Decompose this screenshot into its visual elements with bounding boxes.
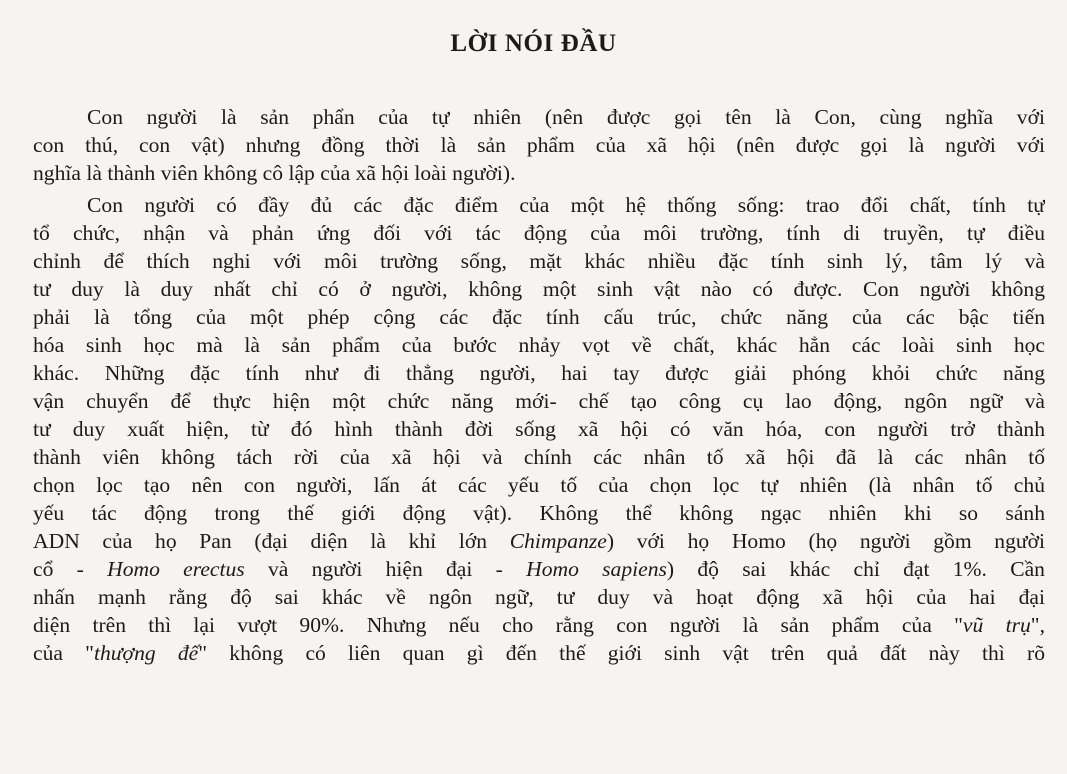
text-line-17-italic-1: Homo erectus (107, 557, 245, 581)
text-line-17-italic-2: Homo sapiens (526, 557, 667, 581)
text-line-20-pre: của " (33, 641, 94, 665)
text-line-20-italic: thượng đế (93, 641, 199, 665)
text-line-20 (33, 640, 1045, 666)
page-title: LỜI NÓI ĐẦU (450, 30, 617, 57)
text-line-2: con thú, con vật) nhưng đồng thời là sản phẩm của xã hội (nên được gọi là người với (33, 133, 1045, 157)
text-line-18: nhấn mạnh rằng độ sai khác về ngôn ngữ, tư duy và hoạt động xã hội của hai đại (33, 585, 1045, 609)
text-line-20-post: " không có liên quan gì đến thế giới sinh vật trên quả đất này thì rõ (198, 641, 1045, 665)
text-line-5: tổ chức, nhận và phản ứng đối với tác động của môi trường, tính di truyền, tự điều (33, 221, 1045, 245)
text-line-19-pre: diện trên thì lại vượt 90%. Nhưng nếu cho rằng con người là sản phẩm của " (33, 613, 963, 637)
text-line-8: phải là tổng của một phép cộng các đặc tính cấu trúc, chức năng của các bậc tiến (33, 305, 1045, 329)
text-line-4: Con người có đầy đủ các đặc điểm của một hệ thống sống: trao đổi chất, tính tự (87, 193, 1045, 217)
text-line-16-pre: ADN của họ Pan (đại diện là khỉ lớn (33, 529, 510, 553)
text-line-3: nghĩa là thành viên không cô lập của xã hội loài người). (33, 161, 516, 185)
text-line-13: thành viên không tách rời của xã hội và chính các nhân tố xã hội đã là các nhân tố (33, 445, 1045, 469)
text-line-16 (33, 528, 1045, 554)
text-line-9: hóa sinh học mà là sản phẩm của bước nhảy vọt về chất, khác hẳn các loài sinh học (33, 333, 1045, 357)
text-line-1: Con người là sản phẩn của tự nhiên (nên được gọi tên là Con, cùng nghĩa với (87, 105, 1045, 129)
text-line-19-post: ", (1030, 613, 1045, 637)
text-line-17-pre: cổ - (33, 557, 108, 581)
text-line-19-italic: vũ trụ (962, 613, 1031, 637)
text-line-17-mid: và người hiện đại - (244, 557, 527, 581)
text-line-19 (33, 612, 1045, 638)
text-line-14: chọn lọc tạo nên con người, lấn át các yếu tố của chọn lọc tự nhiên (là nhân tố chủ (33, 473, 1045, 497)
text-line-16-italic: Chimpanze (509, 529, 607, 553)
text-line-15: yếu tác động trong thế giới động vật). Không thể không ngạc nhiên khi so sánh (33, 501, 1045, 525)
text-line-10: khác. Những đặc tính như đi thẳng người, hai tay được giải phóng khỏi chức năng (33, 361, 1045, 385)
text-line-17 (33, 556, 1045, 582)
text-line-16-post: ) với họ Homo (họ người gồm người (606, 529, 1045, 553)
text-line-17-post: ) độ sai khác chỉ đạt 1%. Cần (666, 557, 1045, 581)
text-line-7: tư duy là duy nhất chỉ có ở người, không một sinh vật nào có được. Con người không (33, 277, 1045, 301)
text-line-11: vận chuyển để thực hiện một chức năng mới- chế tạo công cụ lao động, ngôn ngữ và (33, 389, 1045, 413)
text-line-12: tư duy xuất hiện, từ đó hình thành đời sống xã hội có văn hóa, con người trở thành (33, 417, 1045, 441)
text-line-6: chỉnh để thích nghi với môi trường sống, mặt khác nhiều đặc tính sinh lý, tâm lý và (33, 249, 1045, 273)
